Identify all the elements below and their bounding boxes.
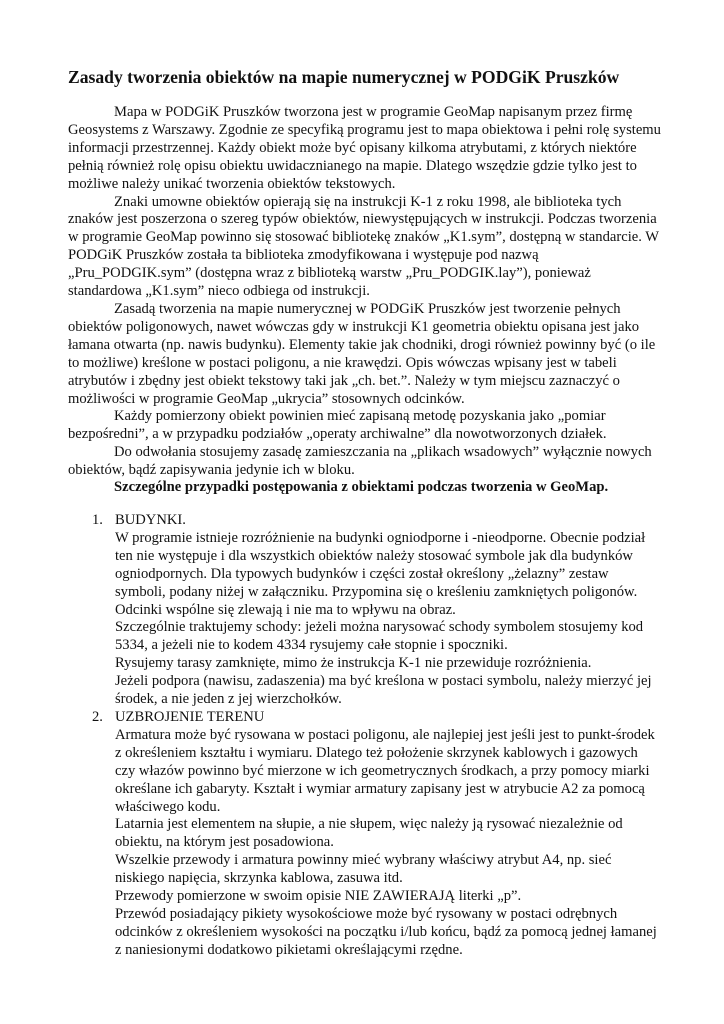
list-item-line: ten nie występuje i dla wszystkich obiektów należy stosować symbole jak dla budynków: [115, 547, 633, 564]
paragraph: Zasadą tworzenia na mapie numerycznej w PODGiK Pruszków jest tworzenie pełnych obiektów poligonowych, nawet wówczas gdy w instrukcji K1 geometria obiektu opisana jest jako łamana otwarta (np. nawis budynku). Elementy takie jak chodniki, drogi również powinny być (o ile to możliwe) kreślone w postaci poligonu, a nie krawędzi. Opis wówczas wpisany jest w tabeli atrybutów i zbędny jest obiekt tekstowy taki jak „ch. bet.”. Należy w tym miejscu zaznaczyć o możliwości w programie GeoMap „ukrycia” stosownych odcinków.: [68, 300, 656, 407]
list-item-heading: UZBROJENIE TERENU: [115, 708, 265, 725]
list-item-line: określane ich gabaryty. Kształt i wymiar armatury zapisany jest w atrybucie A2 za pomocą: [115, 780, 645, 797]
list-item-number: 1.: [92, 512, 103, 528]
list-item-line: z naniesionymi dodatkowo pikietami określającymi rzędne.: [115, 941, 463, 958]
list-item-line: obiektu, na którym jest posadowiona.: [115, 834, 334, 851]
section-subtitle: Szczególne przypadki postępowania z obiektami podczas tworzenia w GeoMap.: [114, 479, 609, 495]
document-title: Zasady tworzenia obiektów na mapie numerycznej w PODGiK Pruszków: [68, 67, 620, 87]
list-item-line: Wszelkie przewody i armatura powinny mieć wybrany właściwy atrybut A4, np. sieć: [115, 852, 612, 869]
list-item-line: odcinków z określeniem wysokości na początku i/lub końcu, bądź za pomocą jednej łamanej: [115, 923, 657, 940]
intro-section: [68, 104, 663, 480]
list-item-line: Szczególnie traktujemy schody: jeżeli można narysować schody symbolem stosujemy kod: [115, 619, 644, 636]
list-item-line: ogniodpornych. Dla typowych budynków i części został określony „żelazny” zestaw: [115, 565, 609, 582]
paragraph: Mapa w PODGiK Pruszków tworzona jest w programie GeoMap napisanym przez firmę Geosystems z Warszawy. Zgodnie ze specyfiką programu jest to mapa obiektowa i pełni rolę systemu informacji przestrzennej. Każdy obiekt może być opisany kilkoma atrybutami, z których niektóre pełnią również rolę opisu obiektu uwidacznianego na mapie. Dlatego wszędzie gdzie tylko jest to możliwe należy unikać tworzenia obiektów tekstowych.: [68, 104, 661, 192]
paragraph: Znaki umowne obiektów opierają się na instrukcji K-1 z roku 1998, ale biblioteka tych znaków jest poszerzona o szereg typów obiektów, niewystępujących w instrukcji. Podczas tworzenia w programie GeoMap powinno się stosować bibliotekę znaków „K1.sym”, dostępną w standarcie. W PODGiK Pruszków została ta biblioteka zmodyfikowana i występuje pod nazwą „Pru_PODGIK.sym” (dostępna wraz z biblioteką warstw „Pru_PODGIK.lay”), ponieważ standardowa „K1.sym” nieco odbiega od instrukcji.: [68, 193, 659, 300]
list-item: [68, 512, 668, 709]
numbered-list: [68, 512, 668, 960]
list-item-line: z określeniem kształtu i wymiaru. Dlatego też położenie skrzynek kablowych i gazowych: [115, 744, 638, 761]
list-item-line: symboli, podany niżej w załączniku. Przypomina się o kreśleniu zamkniętych poligonów.: [115, 583, 638, 600]
paragraph: Do odwołania stosujemy zasadę zamieszczania na „plikach wsadowych” wyłącznie nowych obiektów, bądź zapisywania jedynie ich w bloku.: [68, 444, 652, 479]
list-item-line: Armatura może być rysowana w postaci poligonu, ale najlepiej jest jeśli jest to punkt-środek: [115, 726, 655, 743]
list-item-line: Przewód posiadający pikiety wysokościowe może być rysowany w postaci odrębnych: [115, 905, 618, 922]
list-item-line: Jeżeli podpora (nawisu, zadaszenia) ma być kreślona w postaci symbolu, należy mierzyć jej: [115, 673, 652, 690]
list-item-line: niskiego napięcia, skrzynka kablowa, zasuwa itd.: [115, 870, 403, 887]
list-item-heading: BUDYNKI.: [115, 512, 186, 528]
list-item-line: czy włazów powinno być mierzone w ich geometrycznych środkach, a przy pomocy miarki: [115, 762, 650, 779]
list-item-line: Odcinki wspólne się zlewają i nie ma to wpływu na obraz.: [115, 601, 456, 618]
list-item-line: W programie istnieje rozróżnienie na budynki ogniodporne i -nieodporne. Obecnie podział: [115, 529, 646, 546]
list-item-line: Latarnia jest elementem na słupie, a nie słupem, więc należy ją rysować niezależnie od: [115, 816, 623, 833]
list-item-line: Rysujemy tarasy zamknięte, mimo że instrukcja K-1 nie przewiduje rozróżnienia.: [115, 655, 592, 672]
list-item-line: Przewody pomierzone w swoim opisie NIE ZAWIERAJĄ literki „p”.: [115, 888, 522, 905]
list-item-line: 5334, a jeżeli nie to kodem 4334 rysujemy całe stopnie i spoczniki.: [115, 637, 508, 654]
list-item-line: środek, a nie jeden z jej wierzchołków.: [115, 691, 342, 708]
list-item-number: 2.: [92, 708, 103, 725]
list-item: [68, 709, 668, 960]
paragraph: Każdy pomierzony obiekt powinien mieć zapisaną metodę pozyskania jako „pomiar bezpośredni”, a w przypadku podziałów „operaty archiwalne” dla nowotworzonych działek.: [68, 408, 607, 443]
list-item-line: właściwego kodu.: [115, 798, 221, 815]
